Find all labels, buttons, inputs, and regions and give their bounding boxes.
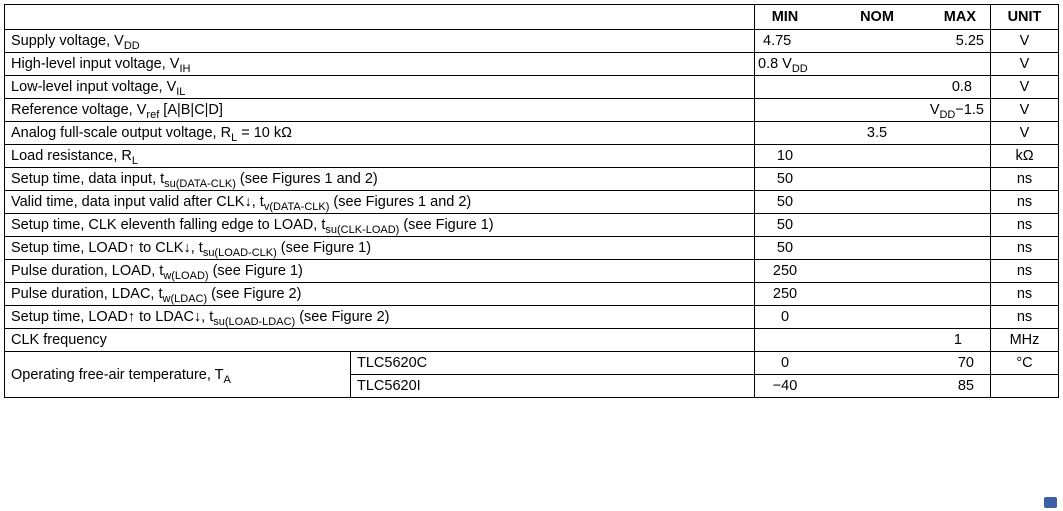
param-rest: (see Figures 1 and 2) — [329, 194, 472, 210]
param-cell — [5, 329, 755, 352]
min-value: 0 — [780, 355, 790, 371]
param-cell — [5, 191, 755, 214]
max-value-text: V — [929, 102, 940, 118]
unit-cell: ns — [991, 260, 1059, 283]
param-subscript: su(LOAD-CLK) — [202, 247, 277, 259]
param-text: Pulse duration, LDAC, t — [11, 286, 163, 302]
param-text: Pulse duration, LOAD, t — [11, 263, 164, 279]
param-subscript: su(CLK-LOAD) — [325, 224, 400, 236]
recommended-operating-conditions-table — [4, 4, 1059, 398]
param-cell — [5, 306, 755, 329]
table-header-row — [5, 5, 1059, 30]
min-value: 50 — [776, 240, 794, 256]
header-blank-cell — [5, 5, 755, 30]
param-rest: (see Figures 1 and 2) — [235, 171, 378, 187]
param-subscript: w(LOAD) — [163, 270, 209, 282]
param-text: Supply voltage, V — [11, 33, 124, 49]
unit-cell: ns — [991, 237, 1059, 260]
param-text: Load resistance, R — [11, 148, 132, 164]
unit-cell: V — [991, 76, 1059, 99]
min-value-subscript: DD — [791, 63, 808, 75]
param-cell — [5, 260, 755, 283]
table-row — [5, 30, 1059, 53]
param-subscript: IH — [179, 63, 191, 75]
param-text: Setup time, LOAD↑ to LDAC↓, t — [11, 309, 214, 325]
nom-value: 3.5 — [866, 125, 888, 141]
param-rest: [A|B|C|D] — [159, 102, 223, 118]
min-value: 4.75 — [763, 33, 792, 49]
param-subscript: L — [231, 132, 238, 144]
table-row-temp-c — [5, 352, 1059, 375]
header-unit: UNIT — [991, 5, 1059, 30]
unit-cell: V — [991, 53, 1059, 76]
param-subscript: su(LOAD-LDAC) — [213, 316, 296, 328]
table-row — [5, 145, 1059, 168]
table-row — [5, 99, 1059, 122]
values-cell — [755, 145, 991, 168]
min-value: 50 — [776, 171, 794, 187]
table-row — [5, 122, 1059, 145]
values-cell — [755, 260, 991, 283]
values-cell — [755, 375, 991, 398]
param-rest: (see Figure 1) — [276, 240, 372, 256]
param-cell — [5, 99, 755, 122]
param-text: Reference voltage, V — [11, 102, 147, 118]
unit-cell: V — [991, 99, 1059, 122]
min-value: 50 — [776, 217, 794, 233]
param-cell — [5, 122, 755, 145]
param-subscript: ref — [146, 109, 160, 121]
param-subscript: su(DATA-CLK) — [164, 178, 236, 190]
values-cell — [755, 306, 991, 329]
values-cell — [755, 237, 991, 260]
param-subscript: w(LDAC) — [162, 293, 208, 305]
param-text: Setup time, data input, t — [11, 171, 165, 187]
unit-cell: V — [991, 30, 1059, 53]
param-cell — [5, 53, 755, 76]
unit-cell: MHz — [991, 329, 1059, 352]
param-text: Low-level input voltage, V — [11, 79, 177, 95]
min-value: 10 — [776, 148, 794, 164]
device-cell: TLC5620I — [351, 375, 755, 398]
header-min: MIN — [771, 9, 799, 25]
table-row — [5, 191, 1059, 214]
values-cell — [755, 352, 991, 375]
param-cell — [5, 168, 755, 191]
param-cell — [5, 76, 755, 99]
values-cell — [755, 214, 991, 237]
header-values-cell — [755, 5, 991, 30]
values-cell — [755, 122, 991, 145]
min-value: 50 — [776, 194, 794, 210]
param-text: CLK frequency — [11, 332, 107, 348]
max-value-subscript: DD — [939, 109, 956, 121]
param-subscript: DD — [123, 40, 140, 52]
unit-cell: ns — [991, 168, 1059, 191]
values-cell — [755, 99, 991, 122]
values-cell — [755, 76, 991, 99]
param-text: Setup time, LOAD↑ to CLK↓, t — [11, 240, 203, 256]
values-cell — [755, 168, 991, 191]
values-cell — [755, 283, 991, 306]
param-rest: = 10 kΩ — [237, 125, 292, 141]
param-subscript: v(DATA-CLK) — [263, 201, 330, 213]
param-text: Setup time, CLK eleventh falling edge to LOAD, t — [11, 217, 326, 233]
table-row — [5, 76, 1059, 99]
table-row — [5, 53, 1059, 76]
param-text: Operating free-air temperature, T — [11, 366, 224, 383]
max-value-tail: −1.5 — [955, 102, 984, 118]
unit-cell: ns — [991, 214, 1059, 237]
watermark-logo — [1044, 497, 1057, 508]
unit-cell: ns — [991, 283, 1059, 306]
table-row — [5, 283, 1059, 306]
param-text: Analog full-scale output voltage, R — [11, 125, 232, 141]
min-value — [758, 53, 808, 75]
param-subscript: L — [131, 155, 139, 167]
unit-cell: °C — [991, 352, 1059, 375]
min-value: 0 — [780, 309, 790, 325]
param-text: High-level input voltage, V — [11, 56, 180, 72]
max-value: 1 — [953, 332, 962, 348]
min-value-text: 0.8 V — [758, 56, 792, 72]
unit-cell: ns — [991, 306, 1059, 329]
max-value: 70 — [957, 355, 974, 371]
unit-cell: V — [991, 122, 1059, 145]
table-row — [5, 214, 1059, 237]
max-value: 85 — [957, 378, 974, 394]
values-cell — [755, 329, 991, 352]
header-nom: NOM — [860, 9, 894, 25]
param-rest: (see Figure 1) — [208, 263, 303, 279]
param-subscript: IL — [176, 86, 186, 98]
param-cell — [5, 214, 755, 237]
param-cell — [5, 237, 755, 260]
values-cell — [755, 30, 991, 53]
header-max: MAX — [943, 9, 976, 25]
values-cell — [755, 53, 991, 76]
table-row — [5, 329, 1059, 352]
device-cell: TLC5620C — [351, 352, 755, 375]
param-text: Valid time, data input valid after CLK↓, t — [11, 194, 264, 210]
min-value: −40 — [772, 378, 798, 394]
param-cell — [5, 283, 755, 306]
param-cell — [5, 30, 755, 53]
max-value: 0.8 — [951, 79, 972, 95]
table-row — [5, 260, 1059, 283]
param-cell — [5, 145, 755, 168]
table-row — [5, 237, 1059, 260]
min-value: 250 — [772, 263, 798, 279]
param-rest: (see Figure 2) — [207, 286, 302, 302]
logo-icon — [1044, 497, 1057, 508]
max-value — [930, 99, 984, 121]
table-row — [5, 168, 1059, 191]
max-value: 5.25 — [955, 33, 984, 49]
unit-cell: ns — [991, 191, 1059, 214]
values-cell — [755, 191, 991, 214]
param-cell-temperature — [5, 352, 351, 398]
table-row — [5, 306, 1059, 329]
min-value: 250 — [772, 286, 798, 302]
param-subscript: A — [223, 373, 231, 386]
param-rest: (see Figure 1) — [399, 217, 494, 233]
unit-cell — [991, 375, 1059, 398]
param-rest: (see Figure 2) — [295, 309, 390, 325]
unit-cell: kΩ — [991, 145, 1059, 168]
